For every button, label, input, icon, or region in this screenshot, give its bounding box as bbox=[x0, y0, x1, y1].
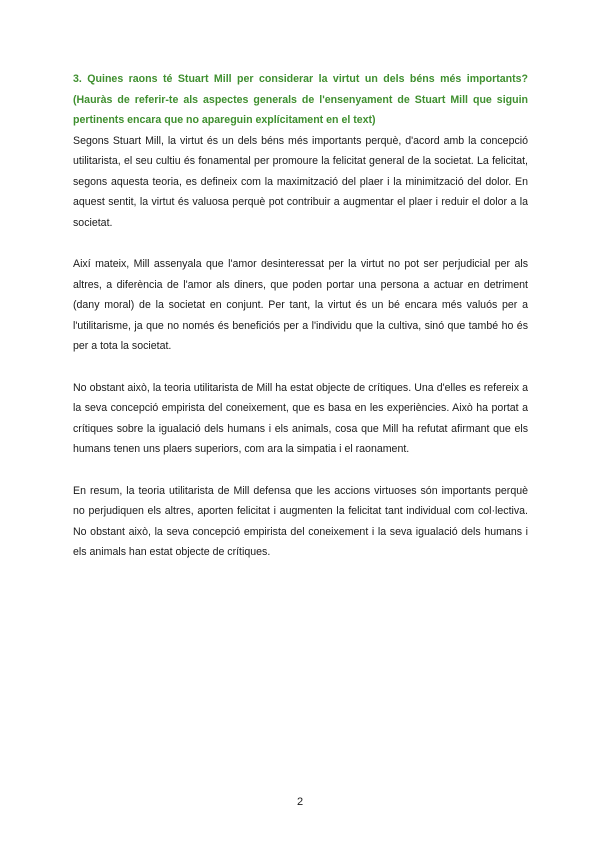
page-number: 2 bbox=[296, 796, 304, 808]
paragraph-2: Així mateix, Mill assenyala que l'amor desinteressat per la virtut no pot ser perjudicial per als altres, a diferència de l'amor als diners, que poden portar una persona a actuar en detriment (dany moral) de la societat en conjunt. Per tant, la virtut és un bé encara més valuós per a l'utilitarisme, ja que no només és beneficiós per a l'individu que la cultiva, sinó que també ho és per a tota la societat. bbox=[73, 258, 528, 353]
question-heading bbox=[73, 69, 528, 131]
paragraph-1: Segons Stuart Mill, la virtut és un dels béns més importants perquè, d'acord amb la concepció utilitarista, el seu cultiu és fonamental per promoure la felicitat general de la societat. La felicitat, segons aquesta teoria, es defineix com la maximització del plaer i la minimització del dolor. En aquest sentit, la virtut és valuosa perquè pot contribuir a augmentar el plaer i reduir el dolor a la societat. bbox=[73, 134, 528, 229]
question-note: (Hauràs de referir-te als aspectes generals de l'ensenyament de Stuart Mill que siguin pertinents encara que no apareguin explícitament en el text) bbox=[73, 93, 528, 126]
paragraph-3: No obstant això, la teoria utilitarista de Mill ha estat objecte de crítiques. Una d'elles es refereix a la seva concepció empirista del coneixement, que es basa en les experiències. Això ha portat a crítiques sobre la igualació dels humans i els animals, cosa que Mill ha refutat afirmant que els humans tenen uns plaers superiors, com ara la simpatia i el raonament. bbox=[73, 381, 528, 456]
question-title: 3. Quines raons té Stuart Mill per considerar la virtut un dels béns més importants? bbox=[73, 73, 528, 85]
paragraph-4: En resum, la teoria utilitarista de Mill defensa que les accions virtuoses són importants perquè no perjudiquen els altres, aporten felicitat i augmenten la felicitat tant individual com col·lectiva. No obstant això, la seva concepció empirista del coneixement i la seva igualació dels humans i els animals han estat objecte de crítiques. bbox=[73, 484, 528, 559]
document-content bbox=[73, 69, 528, 563]
